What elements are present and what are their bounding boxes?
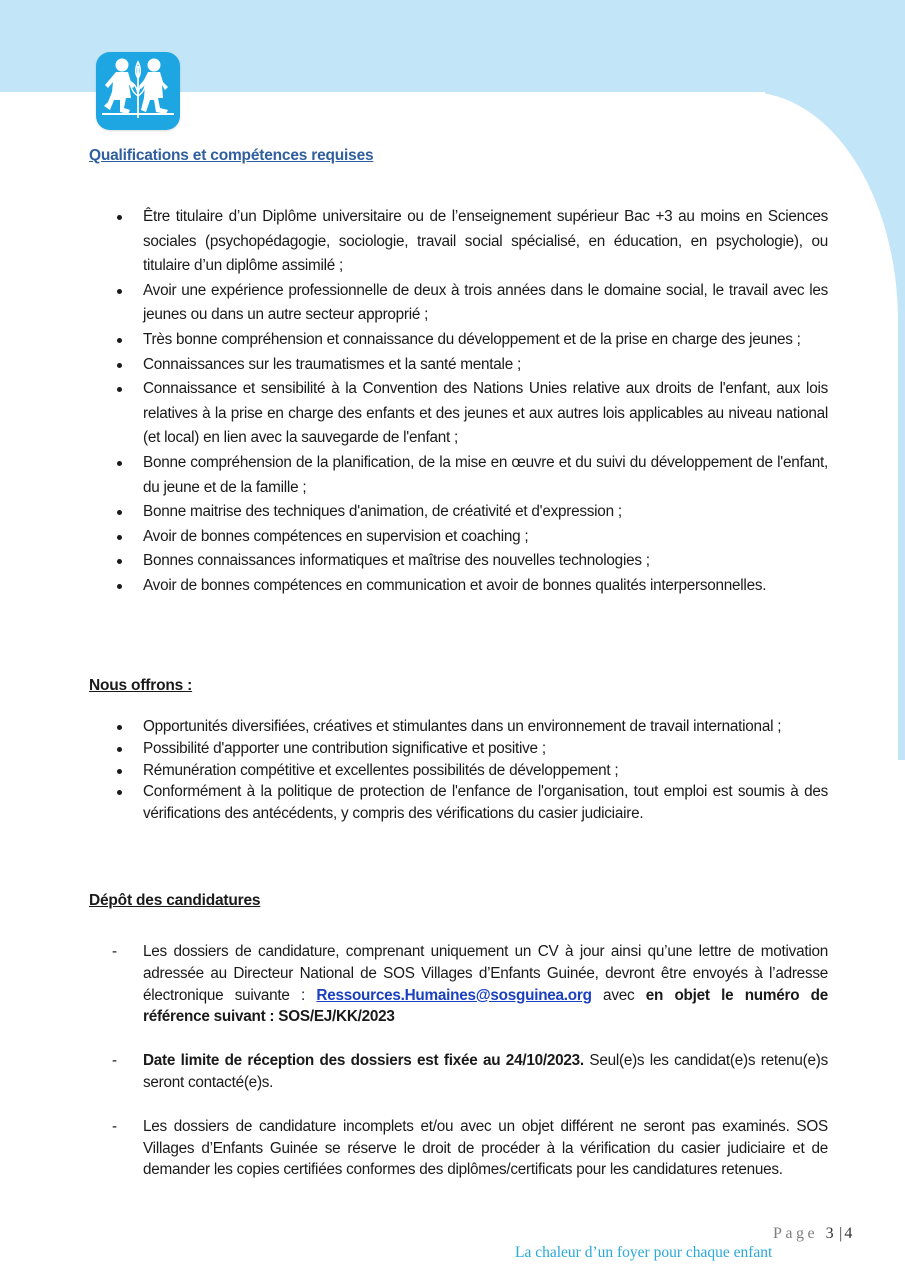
bullet-icon xyxy=(117,769,122,774)
bullet-icon xyxy=(117,387,122,392)
bullet-icon xyxy=(117,535,122,540)
list-item: Avoir de bonnes compétences en communication et avoir de bonnes qualités interpersonnelles. xyxy=(110,574,828,599)
qualifications-heading: Qualifications et compétences requises xyxy=(89,147,374,164)
bullet-icon xyxy=(117,725,122,730)
list-item: Très bonne compréhension et connaissance du développement et de la prise en charge des jeunes ; xyxy=(110,328,828,353)
bullet-icon xyxy=(117,790,122,795)
list-item: Connaissances sur les traumatismes et la santé mentale ; xyxy=(110,353,828,378)
bullet-icon xyxy=(117,584,122,589)
dash-marker: - xyxy=(112,1052,117,1070)
offer-heading: Nous offrons : xyxy=(89,677,193,694)
list-item: Être titulaire d’un Diplôme universitaire ou de l’enseignement supérieur Bac +3 au moins en Sciences sociales (psychopédagogie, sociologie, travail social spécialisé, en éducation, en psychologie), ou titulaire d’un diplôme assimilé ; xyxy=(110,205,828,279)
list-item: Possibilité d'apporter une contribution significative et positive ; xyxy=(110,738,828,760)
list-item: Avoir de bonnes compétences en supervision et coaching ; xyxy=(110,525,828,550)
email-link[interactable]: Ressources.Humaines@sosguinea.org xyxy=(316,986,592,1004)
bullet-icon xyxy=(117,363,122,368)
deadline-text: Date limite de réception des dossiers est fixée au 24/10/2023. xyxy=(143,1052,584,1070)
offer-list xyxy=(110,716,828,825)
reference-number: en objet le numéro de référence suivant : SOS/EJ/KK/2023 xyxy=(143,986,829,1026)
application-heading: Dépôt des candidatures xyxy=(89,892,261,909)
qualifications-list xyxy=(110,205,828,599)
bullet-icon xyxy=(117,289,122,294)
sos-childrens-villages-logo-icon xyxy=(96,52,180,130)
bullet-icon xyxy=(117,215,122,220)
application-list xyxy=(110,941,828,1203)
list-item: Avoir une expérience professionnelle de deux à trois années dans le domaine social, le travail avec les jeunes ou dans un autre secteur approprié ; xyxy=(110,279,828,328)
list-item: Conformément à la politique de protection de l'enfance de l'organisation, tout emploi est soumis à des vérifications des antécédents, y compris des vérifications du casier judiciaire. xyxy=(110,781,828,825)
list-item: - Les dossiers de candidature incomplets et/ou avec un objet différent ne seront pas examinés. SOS Villages d’Enfants Guinée se réserve le droit de procéder à la vérification du casier judiciaire et de demander les copies certifiées conformes des diplômes/certificats pour les candidatures retenues. xyxy=(112,1117,828,1179)
bullet-icon xyxy=(117,461,122,466)
list-item: Bonne maitrise des techniques d'animation, de créativité et d'expression ; xyxy=(110,500,828,525)
bullet-icon xyxy=(117,510,122,515)
dash-marker: - xyxy=(112,1117,117,1135)
bullet-icon xyxy=(117,559,122,564)
bullet-icon xyxy=(117,338,122,343)
list-item: Bonnes connaissances informatiques et maîtrise des nouvelles technologies ; xyxy=(110,549,828,574)
list-item: - Date limite de réception des dossiers est fixée au 24/10/2023. Seul(e)s les candidat(e)s retenu(e)s seront contacté(e)s. xyxy=(112,1052,828,1091)
footer-tagline: La chaleur d’un foyer pour chaque enfant xyxy=(515,1244,773,1261)
list-item: Bonne compréhension de la planification, de la mise en œuvre et du suivi du développement de l'enfant, du jeune et de la famille ; xyxy=(110,451,828,500)
dash-marker: - xyxy=(112,943,117,960)
page-number: Page 3 | 4 xyxy=(773,1225,856,1242)
bullet-icon xyxy=(117,747,122,752)
list-item: - Les dossiers de candidature, comprenant uniquement un CV à jour ainsi qu’une lettre de motivation adressée au Directeur National de SOS Villages d’Enfants Guinée, devront être envoyés à l’adresse électronique suivante : Ressources.Humaines@sosguinea.org avec en objet le numéro de référence suivant : SOS/EJ/KK/2023 xyxy=(112,943,829,1026)
list-item: Rémunération compétitive et excellentes possibilités de développement ; xyxy=(110,760,828,782)
list-item: Connaissance et sensibilité à la Convention des Nations Unies relative aux droits de l'enfant, aux lois relatives à la prise en charge des enfants et des jeunes et aux autres lois applicables au niveau national (et local) en lien avec la sauvegarde de l'enfant ; xyxy=(110,377,828,451)
list-item: Opportunités diversifiées, créatives et stimulantes dans un environnement de travail international ; xyxy=(110,716,828,738)
